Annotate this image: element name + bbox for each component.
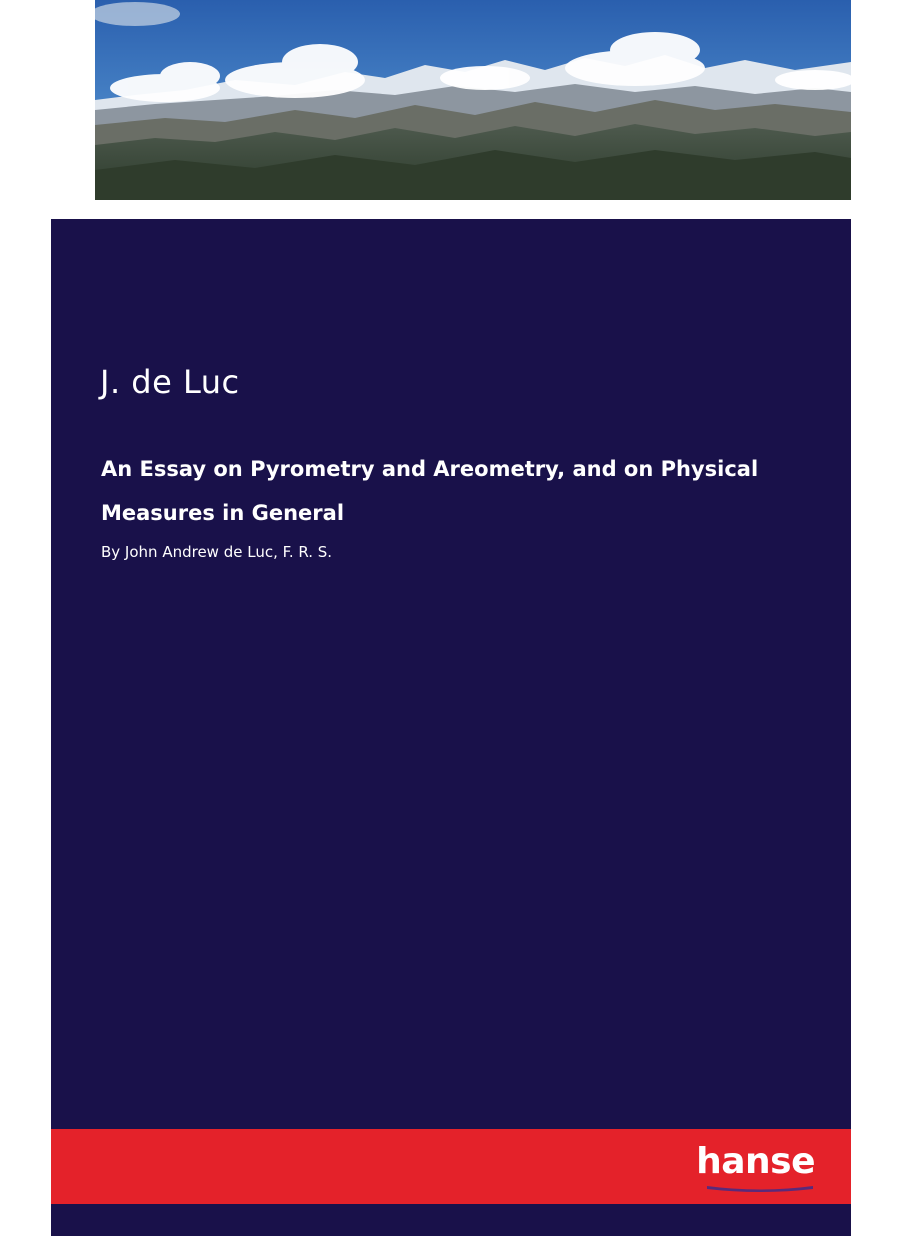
author-name: J. de Luc bbox=[100, 363, 240, 401]
cover-photo bbox=[95, 0, 851, 200]
book-cover bbox=[51, 219, 851, 1236]
book-subtitle: By John Andrew de Luc, F. R. S. bbox=[101, 543, 333, 561]
publisher-logo: hanse bbox=[696, 1141, 815, 1182]
mountain-landscape-photo bbox=[95, 0, 851, 200]
book-title: An Essay on Pyrometry and Areometry, and on Physical Measures in General bbox=[101, 457, 759, 525]
publisher-band bbox=[51, 1129, 851, 1204]
publisher-swoosh-icon bbox=[705, 1183, 815, 1193]
